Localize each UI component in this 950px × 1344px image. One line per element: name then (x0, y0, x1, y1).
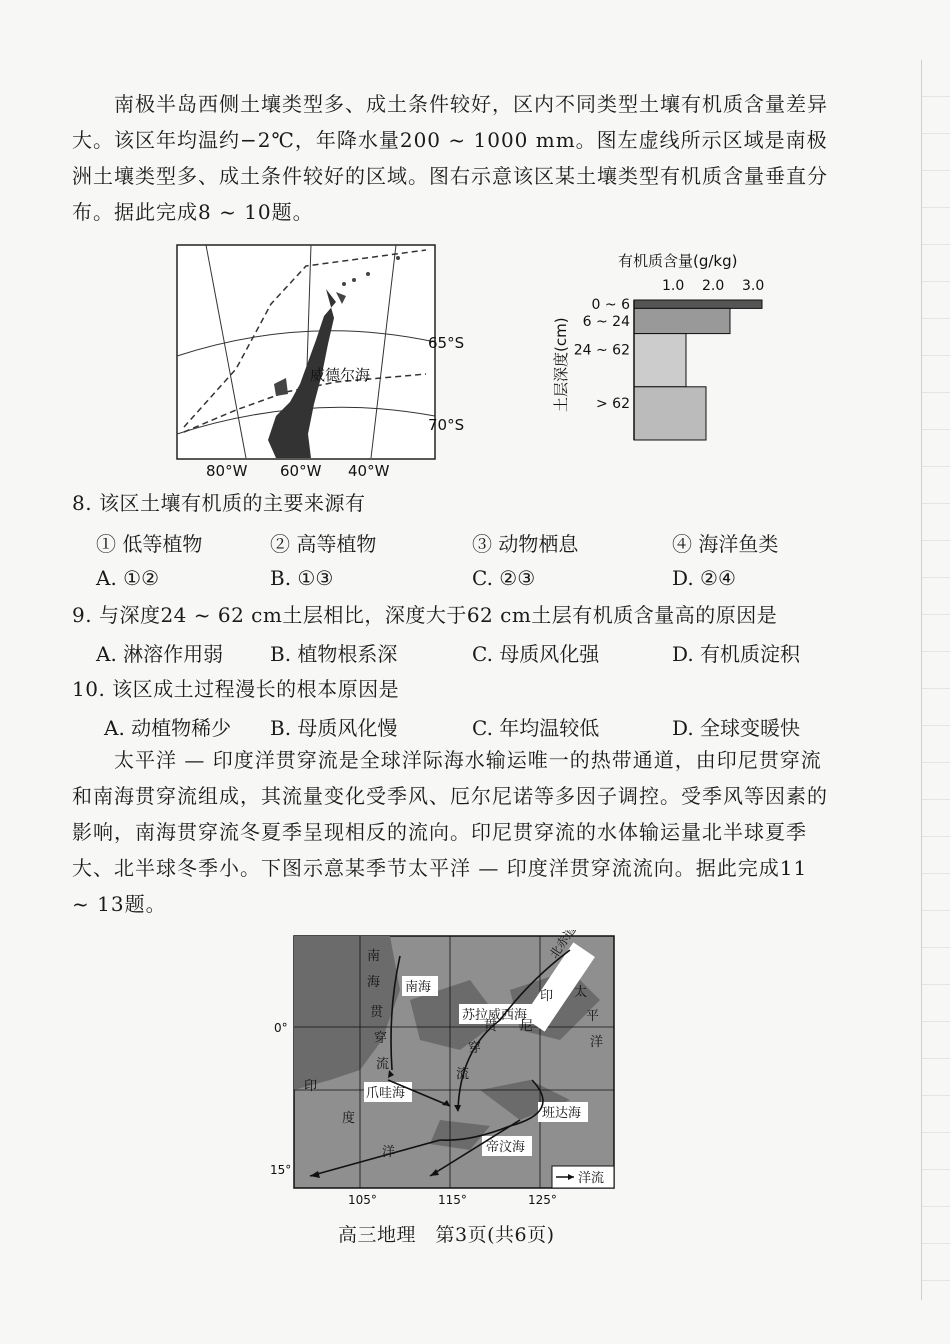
chart-bar-3 (634, 387, 706, 440)
indo-through-3: 贯 (484, 1019, 498, 1034)
banda-label: 班达海 (542, 1106, 582, 1121)
q10-option-d[interactable]: D. 全球变暖快 (672, 716, 801, 740)
q8-option-d[interactable]: D. ②④ (672, 566, 736, 590)
indo-through-2: 尼 (520, 1019, 534, 1034)
legend-label: 洋流 (578, 1171, 605, 1186)
q8-item-3: ③ 动物栖息 (472, 532, 579, 556)
intro-paragraph-2: 太平洋 — 印度洋贯穿流是全球洋际海水输运唯一的热带通道，由印尼贯穿流和南海贯穿流组成，其流量变化受季风、厄尔尼诺等多因子调控。受季风等因素的影响，南海贯穿流冬夏季呈现相反的流向。印尼贯穿流的水体输运量北半球夏季大、北半球冬季小。下图示意某季节太平洋 — 印度洋贯穿流流向。据此完成11 ~ 13题。 (72, 748, 828, 916)
pacific-3: 洋 (590, 1035, 604, 1050)
q10-option-a[interactable]: A. 动植物稀少 (104, 716, 232, 740)
chart-ylabel: 土层深度(cm) (552, 317, 570, 412)
scs-through-4: 穿 (374, 1031, 388, 1046)
chart-xtick-0: 1.0 (662, 278, 685, 294)
q9-option-c[interactable]: C. 母质风化强 (472, 642, 600, 666)
lon-105-label: 105° (348, 1193, 377, 1207)
lat-15-label: 15° (270, 1163, 292, 1177)
lat-65-label: 65°S (428, 334, 465, 352)
lat-0-label: 0° (274, 1021, 288, 1035)
scs-through-2: 海 (367, 975, 381, 990)
indian-3: 洋 (382, 1145, 396, 1160)
scs-through-3: 贯 (370, 1005, 384, 1020)
intro-paragraph-1: 南极半岛西侧土壤类型多、成土条件较好，区内不同类型土壤有机质含量差异大。该区年均温约−2℃，年降水量200 ~ 1000 mm。图左虚线所示区域是南极洲土壤类型多、成土条件较好的区域。图右示意该区某土壤类型有机质含量垂直分布。据此完成8 ~ 10题。 (72, 92, 828, 224)
chart-bar-0 (634, 300, 762, 308)
chart-category-1: 6 ~ 24 (582, 314, 630, 330)
lon-125-label: 125° (528, 1193, 557, 1207)
chart-category-0: 0 ~ 6 (591, 297, 630, 314)
antarctic-peninsula-map (176, 244, 476, 484)
java-label: 爪哇海 (366, 1086, 406, 1101)
pacific-1: 太 (574, 985, 588, 1000)
organic-matter-chart (550, 250, 790, 450)
page-footer: 高三地理 第3页(共6页) (338, 1224, 555, 1246)
weddell-sea-label: 威德尔海 (310, 366, 371, 384)
indian-2: 度 (342, 1111, 356, 1126)
q9-option-d[interactable]: D. 有机质淀积 (672, 642, 801, 666)
page-edge-strip (921, 60, 950, 1300)
timor-label: 帝汶海 (486, 1140, 526, 1155)
q10-option-b[interactable]: B. 母质风化慢 (270, 716, 398, 740)
chart-category-3: > 62 (596, 395, 630, 412)
q10-option-c[interactable]: C. 年均温较低 (472, 716, 600, 740)
q8-item-2: ② 高等植物 (270, 532, 377, 556)
chart-xtick-2: 3.0 (742, 278, 765, 294)
chart-xtick-1: 2.0 (702, 278, 725, 294)
chart-bar-1 (634, 308, 730, 333)
scs-through-1: 南 (367, 949, 381, 964)
q10-stem: 10. 该区成土过程漫长的根本原因是 (72, 677, 400, 701)
indo-through-5: 流 (456, 1067, 470, 1082)
lon-60-label: 60°W (280, 462, 322, 480)
q8-item-1: ① 低等植物 (96, 532, 203, 556)
chart-title: 有机质含量(g/kg) (618, 252, 738, 270)
q8-option-c[interactable]: C. ②③ (472, 566, 536, 590)
scs-label: 南海 (405, 980, 432, 995)
lon-115-label: 115° (438, 1193, 467, 1207)
q8-option-b[interactable]: B. ①③ (270, 566, 334, 590)
scs-through-5: 流 (376, 1057, 390, 1072)
q8-stem: 8. 该区土壤有机质的主要来源有 (72, 491, 366, 515)
q9-option-b[interactable]: B. 植物根系深 (270, 642, 398, 666)
chart-category-2: 24 ~ 62 (573, 342, 630, 359)
lat-70-label: 70°S (428, 416, 465, 434)
q9-stem: 9. 与深度24 ~ 62 cm土层相比，深度大于62 cm土层有机质含量高的原因是 (72, 603, 778, 627)
indian-1: 印 (304, 1079, 318, 1094)
pacific-2: 平 (586, 1009, 600, 1024)
indo-through-1: 印 (540, 989, 554, 1004)
q9-option-a[interactable]: A. 淋溶作用弱 (96, 642, 224, 666)
q8-option-a[interactable]: A. ①② (96, 566, 160, 590)
chart-bar-2 (634, 334, 686, 387)
q8-item-4: ④ 海洋鱼类 (672, 532, 779, 556)
sulawesi-label: 苏拉威西海 (462, 1008, 528, 1023)
lon-40-label: 40°W (348, 462, 390, 480)
lon-80-label: 80°W (206, 462, 248, 480)
indo-through-4: 穿 (468, 1041, 482, 1056)
throughflow-map (270, 930, 630, 1216)
